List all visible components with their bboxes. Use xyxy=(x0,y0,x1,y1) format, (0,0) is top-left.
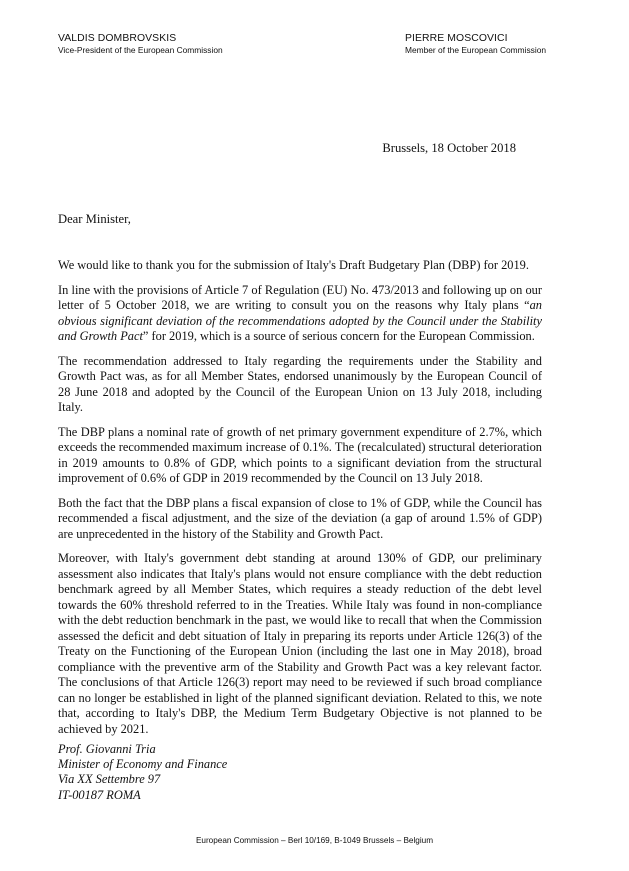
paragraph-1: We would like to thank you for the submission of Italy's Draft Budgetary Plan (DBP) for 2019. xyxy=(58,258,529,272)
paragraph-6: Moreover, with Italy's government debt standing at around 130% of GDP, our preliminary assessment also indicates that Italy's plans would not ensure compliance with the debt reduction benchmark agreed by all Member States, which requires a steady reduction of the debt level towards the 60% threshold referred to in the Treaties. While Italy was found in non-compliance with the debt reduction benchmark in the past, we would like to recall that when the Commission assessed the deficit and debt situation of Italy in preparing its reports under Article 126(3) of the Treaty on the Functioning of the European Union (including the last one in May 2018), broad compliance with the preventive arm of the Stability and Growth Pact was a key relevant factor. The conclusions of that Article 126(3) report may need to be reviewed if such broad compliance can no longer be established in light of the planned significant deviation. Related to this, we note that, according to Italy's DBP, the Medium Term Budgetary Objective is not planned to be achieved by 2021. xyxy=(58,551,542,736)
letter-date: Brussels, 18 October 2018 xyxy=(382,141,516,155)
recipient-address xyxy=(58,742,227,803)
paragraph-4: The DBP plans a nominal rate of growth of net primary government expenditure of 2.7%, which exceeds the recommended maximum increase of 0.1%. The (recalculated) structural deterioration in 2019 amounts to 0.8% of GDP, which points to a significant deviation from the structural improvement of 0.6% of GDP in 2019 recommended by the Council on 13 July 2018. xyxy=(58,424,542,485)
letter-body xyxy=(58,258,542,746)
paragraph-2-quote: an obvious significant deviation of the recommendations adopted by the Council under the Stability and Growth Pact xyxy=(58,298,542,343)
page-footer: European Commission – Berl 10/169, B-1049 Brussels – Belgium xyxy=(195,836,434,845)
sender-left-title: Vice-President of the European Commission xyxy=(58,45,223,55)
salutation: Dear Minister, xyxy=(58,212,131,226)
paragraph-2-part-a: In line with the provisions of Article 7 of Regulation (EU) No. 473/2013 and following up on our letter of 5 October 2018, we are writing to consult you on the reasons why Italy plans “ xyxy=(58,282,542,312)
paragraph-2-part-b: ” for 2019, which is a source of serious concern for the European Commission. xyxy=(142,329,535,343)
sender-right xyxy=(405,33,546,56)
recipient-street: Via XX Settembre 97 xyxy=(58,772,161,787)
recipient-city: IT-00187 ROMA xyxy=(58,787,141,802)
recipient-name: Prof. Giovanni Tria xyxy=(58,742,156,756)
paragraph-3: The recommendation addressed to Italy regarding the requirements under the Stability and Growth Pact was, as for all Member States, endorsed unanimously by the European Council of 28 June 2018 and adopted by the Council of the European Union on 13 July 2018, including Italy. xyxy=(58,353,542,414)
sender-right-title: Member of the European Commission xyxy=(405,45,547,55)
recipient-title: Minister of Economy and Finance xyxy=(58,757,228,772)
paragraph-5: Both the fact that the DBP plans a fiscal expansion of close to 1% of GDP, while the Council has recommended a fiscal adjustment, and the size of the deviation (a gap of around 1.5% of GDP) are unprecedented in the history of the Stability and Growth Pact. xyxy=(58,495,542,541)
sender-left-name: VALDIS DOMBROVSKIS xyxy=(58,33,177,44)
sender-right-name: PIERRE MOSCOVICI xyxy=(405,33,508,44)
paragraph-2 xyxy=(58,283,542,345)
sender-left xyxy=(58,33,223,56)
